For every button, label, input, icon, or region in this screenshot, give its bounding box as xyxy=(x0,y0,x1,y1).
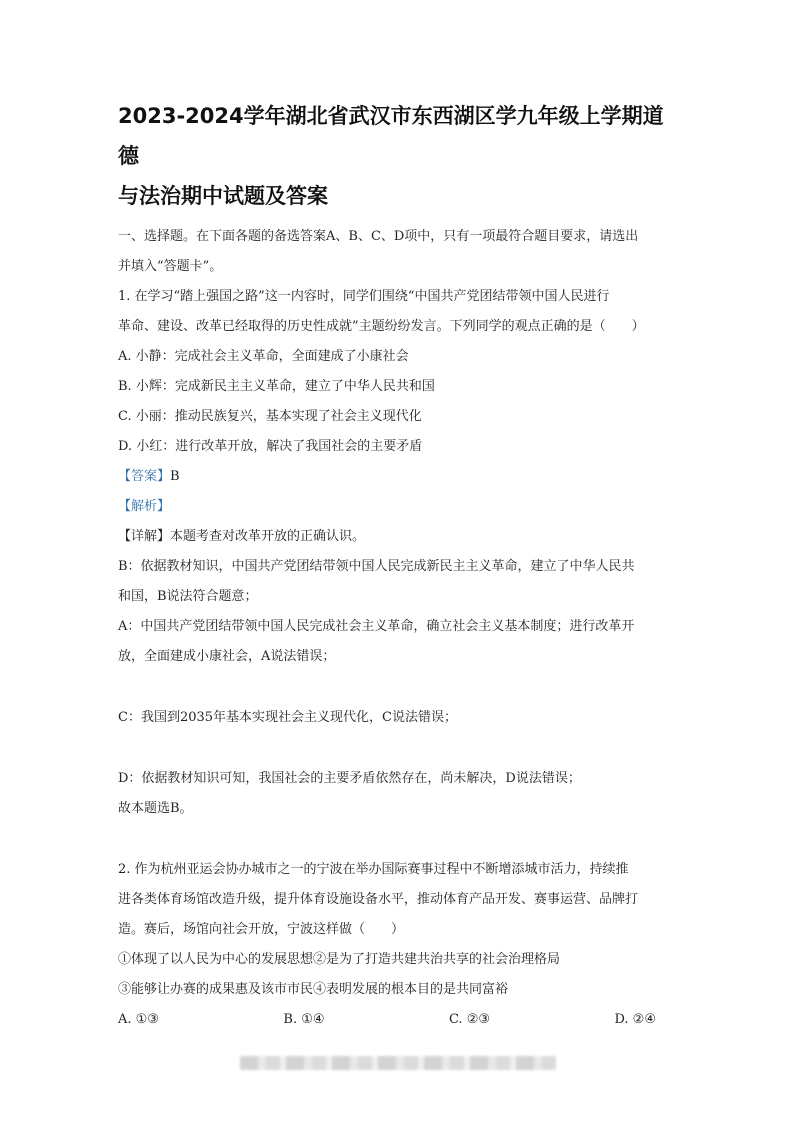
blurred-footer xyxy=(240,1056,556,1070)
q2-stem-line-2: 进各类体育场馆改造升级，提升体育设施设备水平，推动体育产品开发、赛事运营、品牌打 xyxy=(118,892,639,907)
answer-value: B xyxy=(170,469,180,484)
q1-explain-a-line-2: 放，全面建成小康社会，A说法错误； xyxy=(118,649,336,664)
q1-analysis xyxy=(118,492,678,522)
question-1 xyxy=(118,282,678,824)
q1-option-d: D. 小红：进行改革开放，解决了我国社会的主要矛盾 xyxy=(118,439,423,454)
q2-stem-line-3: 造。赛后，场馆向社会开放，宁波这样做（ ） xyxy=(118,922,405,937)
q2-option-a: A. ①③ xyxy=(118,1012,159,1027)
q1-explain-b-line-2: 和国，B说法符合题意； xyxy=(118,589,258,604)
q2-option-c: C. ②③ xyxy=(448,1012,491,1027)
q2-statement-line-1: ①体现了以人民为中心的发展思想②是为了打造共建共治共享的社会治理格局 xyxy=(118,952,561,967)
document-title xyxy=(118,96,678,216)
q1-stem-line-2: 革命、建设、改革已经取得的历史性成就”主题纷纷发言。下列同学的观点正确的是（ ） xyxy=(118,319,645,334)
document-page xyxy=(118,96,678,1035)
q1-explain-c: C：我国到2035年基本实现社会主义现代化，C说法错误； xyxy=(118,710,457,725)
title-line-1: 2023-2024学年湖北省武汉市东西湖区学九年级上学期道德 xyxy=(118,104,664,168)
section-intro-line-2: 并填入“答题卡”。 xyxy=(118,259,223,274)
q1-detail xyxy=(118,522,678,552)
spacer xyxy=(118,824,678,855)
q1-conclusion: 故本题选B。 xyxy=(118,801,193,816)
answer-tag: 【答案】 xyxy=(118,469,171,484)
spacer xyxy=(118,733,678,764)
q1-option-c: C. 小丽：推动民族复兴，基本实现了社会主义现代化 xyxy=(118,409,422,424)
q2-statement-line-2: ③能够让办赛的成果惠及该市市民④表明发展的根本目的是共同富裕 xyxy=(118,982,509,997)
q2-options xyxy=(118,1005,656,1035)
q2-option-d: D. ②④ xyxy=(614,1012,656,1027)
question-2 xyxy=(118,855,678,1035)
q1-explain-b-line-1: B：依据教材知识，中国共产党团结带领中国人民完成新民主主义革命，建立了中华人民共 xyxy=(118,559,635,574)
q1-option-a: A. 小静：完成社会主义革命，全面建成了小康社会 xyxy=(118,349,409,364)
q2-option-b: B. ①④ xyxy=(283,1012,325,1027)
q1-explain-d: D：依据教材知识可知，我国社会的主要矛盾依然存在，尚未解决，D说法错误； xyxy=(118,771,581,786)
q1-stem-line-1: 1. 在学习“踏上强国之路”这一内容时，同学们围绕“中国共产党团结带领中国人民进行 xyxy=(118,289,610,304)
detail-tag: 【详解】 xyxy=(118,529,171,544)
analysis-tag: 【解析】 xyxy=(118,499,171,514)
q1-answer xyxy=(118,462,678,492)
q2-stem-line-1: 2. 作为杭州亚运会协办城市之一的宁波在举办国际赛事过程中不断增添城市活力，持续推 xyxy=(118,862,629,877)
section-intro-line-1: 一、选择题。在下面各题的备选答案A、B、C、D项中，只有一项最符合题目要求，请选出 xyxy=(118,229,639,244)
spacer xyxy=(118,672,678,703)
q1-option-b: B. 小辉：完成新民主主义革命，建立了中华人民共和国 xyxy=(118,379,435,394)
title-line-2: 与法治期中试题及答案 xyxy=(118,184,328,208)
detail-text: 本题考查对改革开放的正确认识。 xyxy=(170,529,366,544)
q1-explain-a-line-1: A：中国共产党团结带领中国人民完成社会主义革命，确立社会主义基本制度；进行改革开 xyxy=(118,619,635,634)
